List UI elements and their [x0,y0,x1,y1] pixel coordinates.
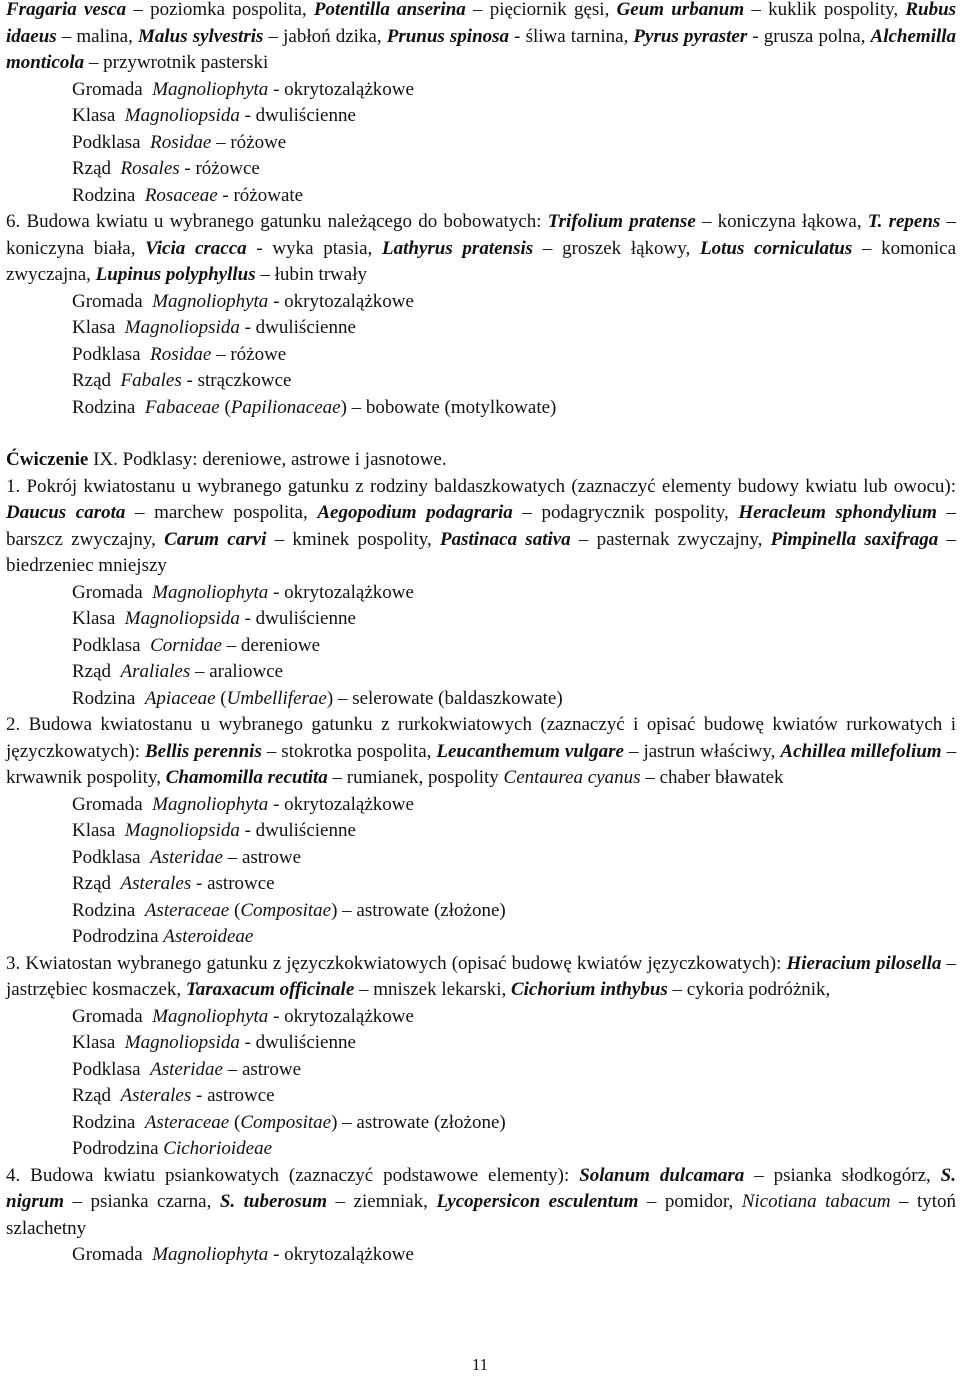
tax-rodzina: Rodzina Apiaceae (Umbelliferae) – selerowate (baldaszkowate) [72,687,563,709]
item-6: 6. Budowa kwiatu u wybranego gatunku należącego do bobowatych: Trifolium pratense – koniczyna łąkowa, T. repens – koniczyna biała, Vicia cracca - wyka ptasia, Lathyrus pratensis – groszek łąkowy, Lotus corniculatus – komonica zwyczajna, Lupinus polyphyllus – łubin trwały [6,211,957,285]
item-4: 4. Budowa kwiatu psiankowatych (zaznaczyć podstawowe elementy): Solanum dulcamara – psianka słodkogórz, S. nigrum – psianka czarna, S. tuberosum – ziemniak, Lycopersicon esculentum – pomidor, Nicotiana tabacum – tytoń szlachetny [6,1164,957,1239]
tax-gromada: Gromada Magnoliophyta - okrytozalążkowe [72,78,414,100]
tax-rzad: Rząd Rosales - różowce [72,158,260,179]
common-name: jabłoń dzika [283,25,377,47]
tax-klasa: Klasa Magnoliopsida - dwuliścienne [72,317,356,338]
tax-gromada: Gromada Magnoliophyta - okrytozalążkowe [72,793,414,815]
tax-gromada: Gromada Magnoliophyta - okrytozalążkowe [72,290,414,312]
common-name: malina [76,25,129,47]
species-name: Rubus idaeus [6,0,957,47]
taxonomy-block [6,289,956,422]
species-name: Malus sylvestris [137,25,264,47]
tax-podrodzina: Podrodzina Asteroideae [72,926,254,947]
tax-gromada: Gromada Magnoliophyta - okrytozalążkowe [72,1005,414,1027]
taxonomy-block [6,1004,956,1163]
tax-gromada: Gromada Magnoliophyta - okrytozalążkowe [72,1244,414,1265]
common-name: poziomka pospolita [150,0,302,20]
common-name: śliwa tarnina [525,25,624,47]
species-name: Potentilla anserina [313,0,466,20]
item-1: 1. Pokrój kwiatostanu u wybranego gatunku z rodziny baldaszkowatych (zaznaczyć elementy budowy kwiatu lub owocu): Daucus carota – marchew pospolita, Aegopodium podagraria – podagrycznik pospolity, Heracleum sphondylium – barszcz zwyczajny, Carum carvi – kminek pospolity, Pastinaca sativa – pasternak zwyczajny, Pimpinella saxifraga – biedrzeniec mniejszy [6,475,957,576]
species-name: Geum urbanum [616,0,745,20]
species-name: Prunus spinosa [386,25,510,47]
exercise-heading: Ćwiczenie IX. Podklasy: dereniowe, astrowe i jasnotowe. [6,449,447,470]
species-list-rosaceae: Fragaria vesca – poziomka pospolita, Potentilla anserina – pięciornik gęsi, Geum urbanum – kuklik pospolity, Rubus idaeus – malina, Malus sylvestris – jabłoń dzika, Prunus spinosa - śliwa tarnina, Pyrus pyraster - grusza polna, Alchemilla monticola – przywrotnik pasterski [6,0,957,73]
tax-gromada: Gromada Magnoliophyta - okrytozalążkowe [72,581,414,603]
tax-rzad: Rząd Fabales - strączkowce [72,370,292,391]
tax-rodzina: Rodzina Fabaceae (Papilionaceae) – bobowate (motylkowate) [72,396,557,418]
common-name: przywrotnik pasterski [103,52,269,73]
species-name: Pyrus pyraster [633,25,748,47]
species-name: Alchemilla monticola [6,25,957,73]
page-number: 11 [471,1355,489,1374]
tax-podrodzina: Podrodzina Cichorioideae [72,1138,272,1159]
taxonomy-block [6,580,956,713]
item-3: 3. Kwiatostan wybranego gatunku z języczkokwiatowych (opisać budowę kwiatów języczkowatych): Hieracium pilosella – jastrzębiec kosmaczek, Taraxacum officinale – mniszek lekarski, Cichorium inthybus – cykoria podróżnik, [6,952,956,1000]
common-name: grusza polna [763,25,861,47]
tax-podklasa: Podklasa Asteridae – astrowe [72,846,302,868]
tax-klasa: Klasa Magnoliopsida - dwuliścienne [72,105,356,126]
common-name: pięciornik gęsi [489,0,605,20]
tax-rodzina: Rodzina Asteraceae (Compositae) – astrowate (złożone) [72,899,506,921]
tax-klasa: Klasa Magnoliopsida - dwuliścienne [72,1032,356,1053]
tax-rzad: Rząd Asterales - astrowce [72,873,275,894]
tax-rzad: Rząd Asterales - astrowce [72,1085,275,1106]
tax-rodzina: Rodzina Asteraceae (Compositae) – astrowate (złożone) [72,1111,506,1133]
common-name: kuklik pospolity [768,0,894,20]
tax-podklasa: Podklasa Cornidae – dereniowe [72,634,321,656]
item-2: 2. Budowa kwiatostanu u wybranego gatunku z rurkokwiatowych (zaznaczyć i opisać budowę kwiatów rurkowatych i języczkowatych): Bellis perennis – stokrotka pospolita, Leucanthemum vulgare – jastrun właściwy, Achillea millefolium – krwawnik pospolity, Chamomilla recutita – rumianek, pospolity Centaurea cyanus – chaber bławatek [6,714,957,788]
tax-rzad: Rząd Araliales – araliowce [72,661,284,682]
taxonomy-block [6,792,956,951]
species-name: Fragaria vesca [6,0,127,20]
tax-podklasa: Podklasa Asteridae – astrowe [72,1058,302,1080]
tax-podklasa: Podklasa Rosidae – różowe [72,343,287,365]
tax-klasa: Klasa Magnoliopsida - dwuliścienne [72,820,356,841]
taxonomy-block [6,1242,956,1269]
taxonomy-block [6,77,956,210]
tax-rodzina: Rodzina Rosaceae - różowate [72,184,304,206]
document-page [6,0,956,1269]
tax-klasa: Klasa Magnoliopsida - dwuliścienne [72,608,356,629]
tax-podklasa: Podklasa Rosidae – różowe [72,131,287,153]
